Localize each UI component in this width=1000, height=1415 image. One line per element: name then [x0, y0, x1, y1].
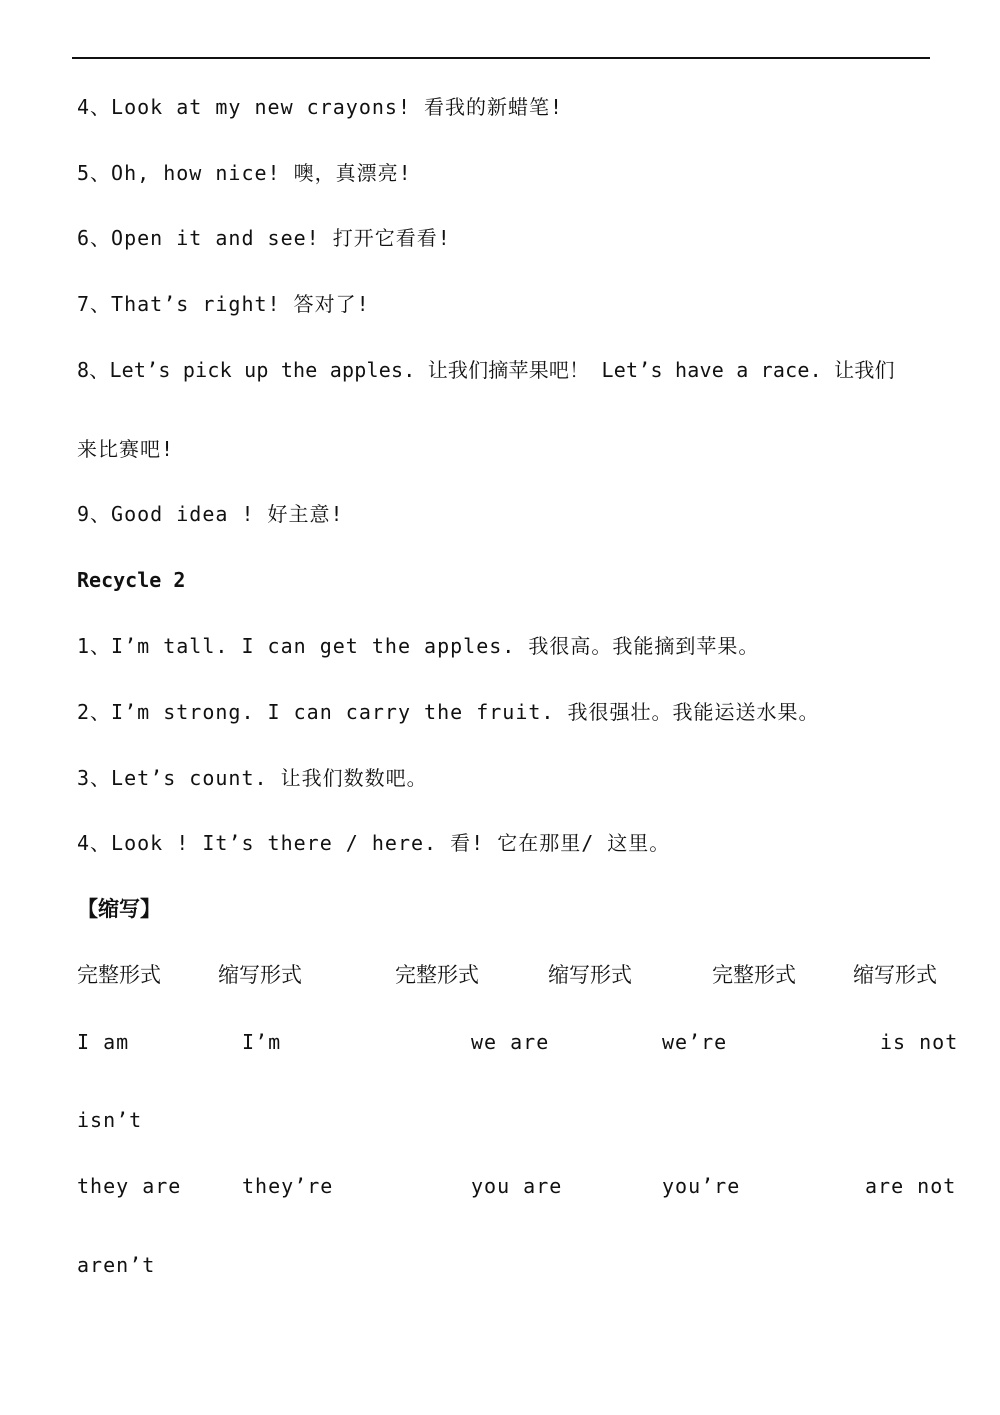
table-cell: you are: [471, 1174, 563, 1198]
table-cell: is not: [880, 1030, 959, 1054]
table-cell: are not: [865, 1174, 957, 1198]
column-header: 完整形式: [395, 963, 479, 987]
column-header: 缩写形式: [853, 963, 937, 987]
phrase-line: 5、Oh, how nice! 噢，真漂亮!: [77, 161, 412, 185]
table-cell: we are: [471, 1030, 550, 1054]
table-cell: isn’t: [77, 1108, 143, 1132]
phrase-line: 4、Look at my new crayons! 看我的新蜡笔!: [77, 95, 564, 119]
phrase-line: 3、Let’s count. 让我们数数吧。: [77, 766, 428, 790]
table-cell: they are: [77, 1174, 182, 1198]
phrase-line: 7、That’s right! 答对了!: [77, 292, 370, 316]
table-cell: we’re: [662, 1030, 728, 1054]
phrase-line: 2、I’m strong. I can carry the fruit. 我很强壮。我能运送水果。: [77, 700, 820, 724]
phrase-line: 6、Open it and see! 打开它看看!: [77, 226, 451, 250]
table-cell: aren’t: [77, 1253, 156, 1277]
phrase-line: 4、Look ! It’s there / here. 看! 它在那里/ 这里。: [77, 831, 671, 855]
section-heading: 【缩写】: [77, 897, 161, 921]
section-heading: Recycle 2: [77, 568, 186, 592]
phrase-line: 1、I’m tall. I can get the apples. 我很高。我能摘到苹果。: [77, 634, 760, 658]
table-cell: I’m: [242, 1030, 282, 1054]
column-header: 缩写形式: [218, 963, 302, 987]
phrase-line: 9、Good idea ! 好主意!: [77, 502, 344, 526]
column-header: 完整形式: [77, 963, 161, 987]
phrase-line: 8、Let’s pick up the apples. 让我们摘苹果吧！ Let’s have a race. 让我们: [77, 358, 895, 382]
top-rule: [72, 57, 930, 59]
table-cell: you’re: [662, 1174, 741, 1198]
phrase-line: 来比赛吧!: [77, 437, 175, 461]
column-header: 缩写形式: [548, 963, 632, 987]
table-cell: they’re: [242, 1174, 334, 1198]
column-header: 完整形式: [712, 963, 796, 987]
table-cell: I am: [77, 1030, 130, 1054]
